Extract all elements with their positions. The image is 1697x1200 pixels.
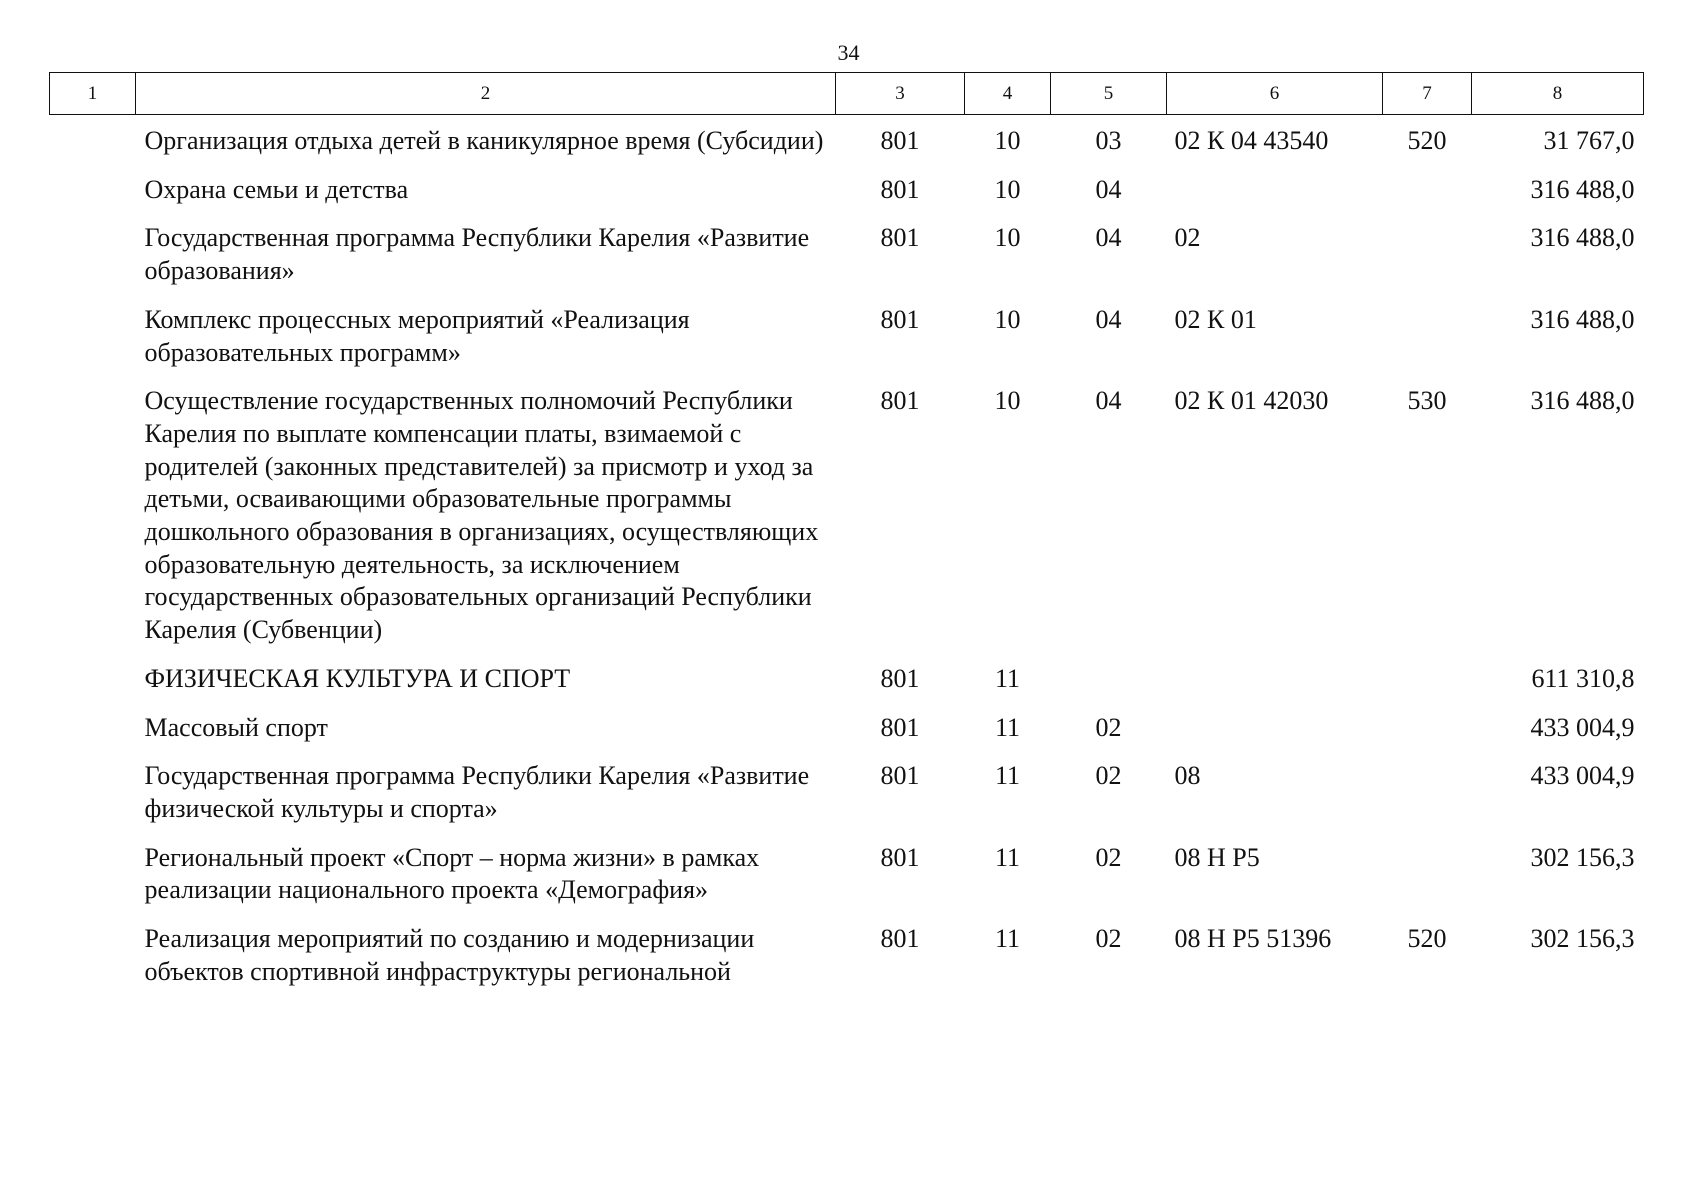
amount: 31 767,0 (1543, 126, 1635, 155)
expense-name: Комплекс процессных мероприятий «Реализация образовательных программ» (144, 304, 690, 367)
expense-name: Региональный проект «Спорт – норма жизни» в рамках реализации национального проекта «Демография» (144, 842, 760, 905)
row-spacer (50, 115, 136, 174)
expense-type-code: 520 (1407, 924, 1447, 954)
expense-name: Государственная программа Республики Карелия «Развитие физической культуры и спорта» (144, 761, 810, 823)
table-row (50, 304, 1644, 385)
row-spacer (50, 712, 136, 761)
row-spacer (50, 842, 136, 923)
expense-name: Государственная программа Республики Карелия «Развитие образования» (144, 223, 810, 286)
column-header-2: 2 (136, 73, 836, 115)
column-header-7: 7 (1383, 73, 1472, 115)
table-row (50, 760, 1644, 841)
table-row (50, 222, 1644, 303)
column-header-1: 1 (50, 73, 136, 115)
subsection-code: 02 (1095, 712, 1122, 742)
expense-type-code (1383, 663, 1472, 712)
page-number: 34 (837, 40, 860, 65)
expense-name: ФИЗИЧЕСКАЯ КУЛЬТУРА И СПОРТ (144, 663, 571, 693)
subsection-code: 03 (1095, 126, 1122, 155)
expense-name: Массовый спорт (144, 712, 328, 742)
expense-type-code (1383, 174, 1472, 223)
grbs-code: 801 (880, 761, 920, 791)
section-code: 11 (994, 712, 1021, 742)
row-spacer (50, 923, 136, 1004)
target-article-code (1167, 663, 1383, 712)
grbs-code: 801 (880, 712, 920, 742)
section-code: 10 (994, 304, 1021, 334)
subsection-code: 02 (1095, 761, 1122, 791)
target-article-code: 02 К 04 43540 (1174, 126, 1329, 155)
budget-table (49, 72, 1644, 1004)
expense-type-code: 530 (1407, 386, 1447, 416)
subsection-code: 04 (1095, 223, 1122, 253)
grbs-code: 801 (880, 223, 920, 253)
subsection-code (1051, 663, 1167, 712)
table-row (50, 385, 1644, 663)
column-header-5: 5 (1051, 73, 1167, 115)
table-row (50, 115, 1644, 174)
target-article-code: 02 К 01 42030 (1174, 386, 1329, 416)
amount: 433 004,9 (1530, 761, 1635, 791)
row-spacer (50, 174, 136, 223)
expense-type-code (1383, 712, 1472, 761)
table-row (50, 174, 1644, 223)
grbs-code: 801 (880, 304, 920, 334)
table-row (50, 712, 1644, 761)
target-article-code (1167, 174, 1383, 223)
row-spacer (50, 663, 136, 712)
grbs-code: 801 (880, 663, 920, 693)
subsection-code: 02 (1095, 842, 1122, 872)
expense-name: Осуществление государственных полномочий Республики Карелия по выплате компенсации платы, взимаемой с родителей (законных представителей) за присмотр и уход за детьми, осваивающими образовательные программы дошкольного образования в организациях, осуществляющих образовательную деятельность, за исключением государственных образовательных организаций Республики Карелия (Субвенции) (144, 386, 819, 645)
expense-name: Реализация мероприятий по созданию и модернизации объектов спортивной инфраструктуры региональной (144, 924, 755, 986)
target-article-code: 02 (1174, 223, 1201, 253)
section-code: 10 (994, 386, 1021, 416)
table-header (50, 73, 1644, 115)
table-row (50, 842, 1644, 923)
section-code: 11 (994, 924, 1021, 954)
grbs-code: 801 (880, 174, 920, 204)
target-article-code: 08 (1174, 761, 1201, 791)
header-row (50, 73, 1644, 115)
amount: 611 310,8 (1531, 663, 1635, 693)
target-article-code: 02 К 01 (1174, 304, 1257, 334)
table-body (50, 115, 1644, 1005)
expense-type-code (1383, 760, 1472, 841)
expense-type-code (1383, 222, 1472, 303)
table-row (50, 663, 1644, 712)
table-row (50, 923, 1644, 1004)
expense-name: Организация отдыха детей в каникулярное время (Субсидии) (144, 126, 824, 155)
expense-type-code: 520 (1407, 126, 1447, 155)
target-article-code (1167, 712, 1383, 761)
target-article-code: 08 Н Р5 (1174, 842, 1260, 872)
grbs-code: 801 (880, 842, 920, 872)
target-article-code: 08 Н Р5 51396 (1174, 924, 1332, 954)
subsection-code: 04 (1095, 174, 1122, 204)
amount: 302 156,3 (1530, 924, 1635, 954)
row-spacer (50, 304, 136, 385)
section-code: 10 (994, 126, 1021, 155)
subsection-code: 04 (1095, 386, 1122, 416)
row-spacer (50, 222, 136, 303)
column-header-3: 3 (836, 73, 965, 115)
section-code: 10 (994, 223, 1021, 253)
amount: 302 156,3 (1530, 842, 1635, 872)
column-header-8: 8 (1472, 73, 1644, 115)
subsection-code: 02 (1095, 924, 1122, 954)
grbs-code: 801 (880, 126, 920, 155)
section-code: 11 (994, 842, 1021, 872)
subsection-code: 04 (1095, 304, 1122, 334)
amount: 316 488,0 (1530, 386, 1635, 416)
expense-name: Охрана семьи и детства (144, 174, 409, 204)
expense-type-code (1383, 842, 1472, 923)
row-spacer (50, 385, 136, 663)
column-header-6: 6 (1167, 73, 1383, 115)
expense-type-code (1383, 304, 1472, 385)
section-code: 11 (994, 663, 1021, 693)
section-code: 10 (994, 174, 1021, 204)
section-code: 11 (994, 761, 1021, 791)
amount: 316 488,0 (1530, 174, 1635, 204)
amount: 433 004,9 (1530, 712, 1635, 742)
amount: 316 488,0 (1530, 304, 1635, 334)
row-spacer (50, 760, 136, 841)
amount: 316 488,0 (1530, 223, 1635, 253)
grbs-code: 801 (880, 386, 920, 416)
grbs-code: 801 (880, 924, 920, 954)
column-header-4: 4 (965, 73, 1051, 115)
